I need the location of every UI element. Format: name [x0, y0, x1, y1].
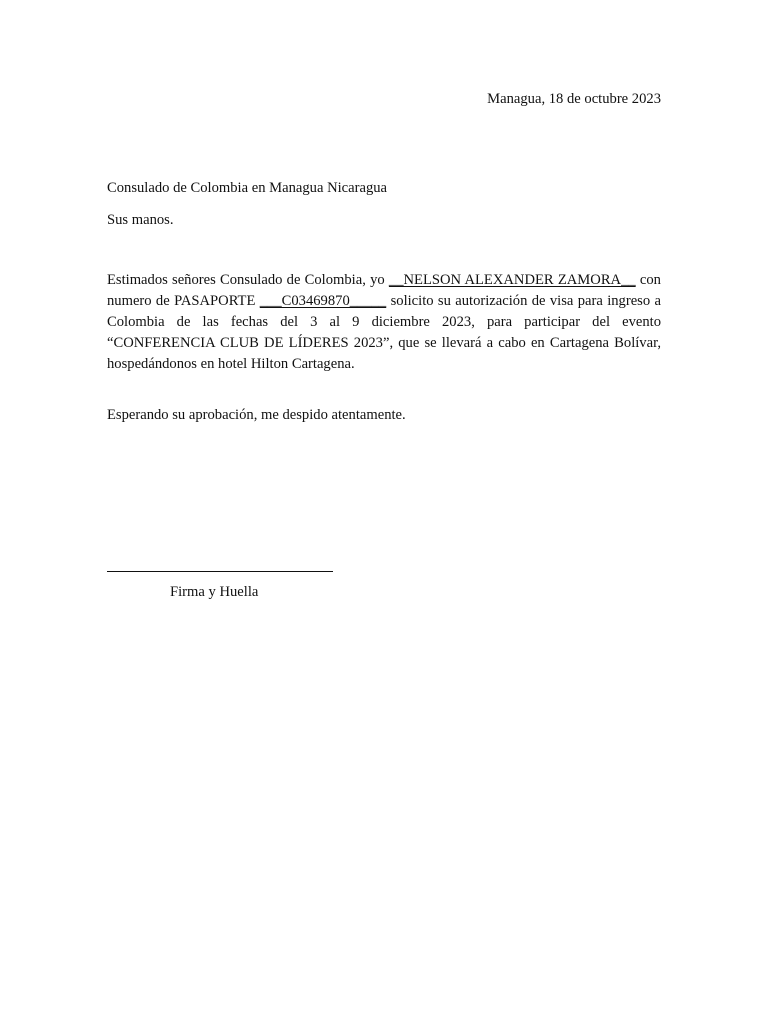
letter-closing: Esperando su aprobación, me despido atentamente.: [107, 407, 406, 423]
signature-line: [107, 571, 333, 572]
signature-label: Firma y Huella: [170, 584, 259, 600]
body-passport-intro: con numero de PASAPORTE: [107, 272, 661, 309]
letter-salutation: Sus manos.: [107, 212, 174, 228]
applicant-name-field: __NELSON ALEXANDER ZAMORA__: [388, 272, 636, 288]
passport-number-field: ___C03469870_____: [259, 293, 387, 309]
body-intro: Estimados señores Consulado de Colombia, yo: [107, 272, 389, 288]
letter-date: Managua, 18 de octubre 2023: [487, 91, 661, 107]
letter-recipient: Consulado de Colombia en Managua Nicaragua: [107, 180, 388, 196]
body-request-text: solicito su autorización de visa para ingreso a Colombia de las fechas del 3 al 9 diciembre 2023, para participar del evento “CONFERENCIA CLUB DE LÍDERES 2023”, que se llevará a cabo en Cartagena Bolívar, hospedándonos en hotel Hilton Cartagena.: [107, 293, 661, 372]
letter-body: [107, 270, 661, 375]
